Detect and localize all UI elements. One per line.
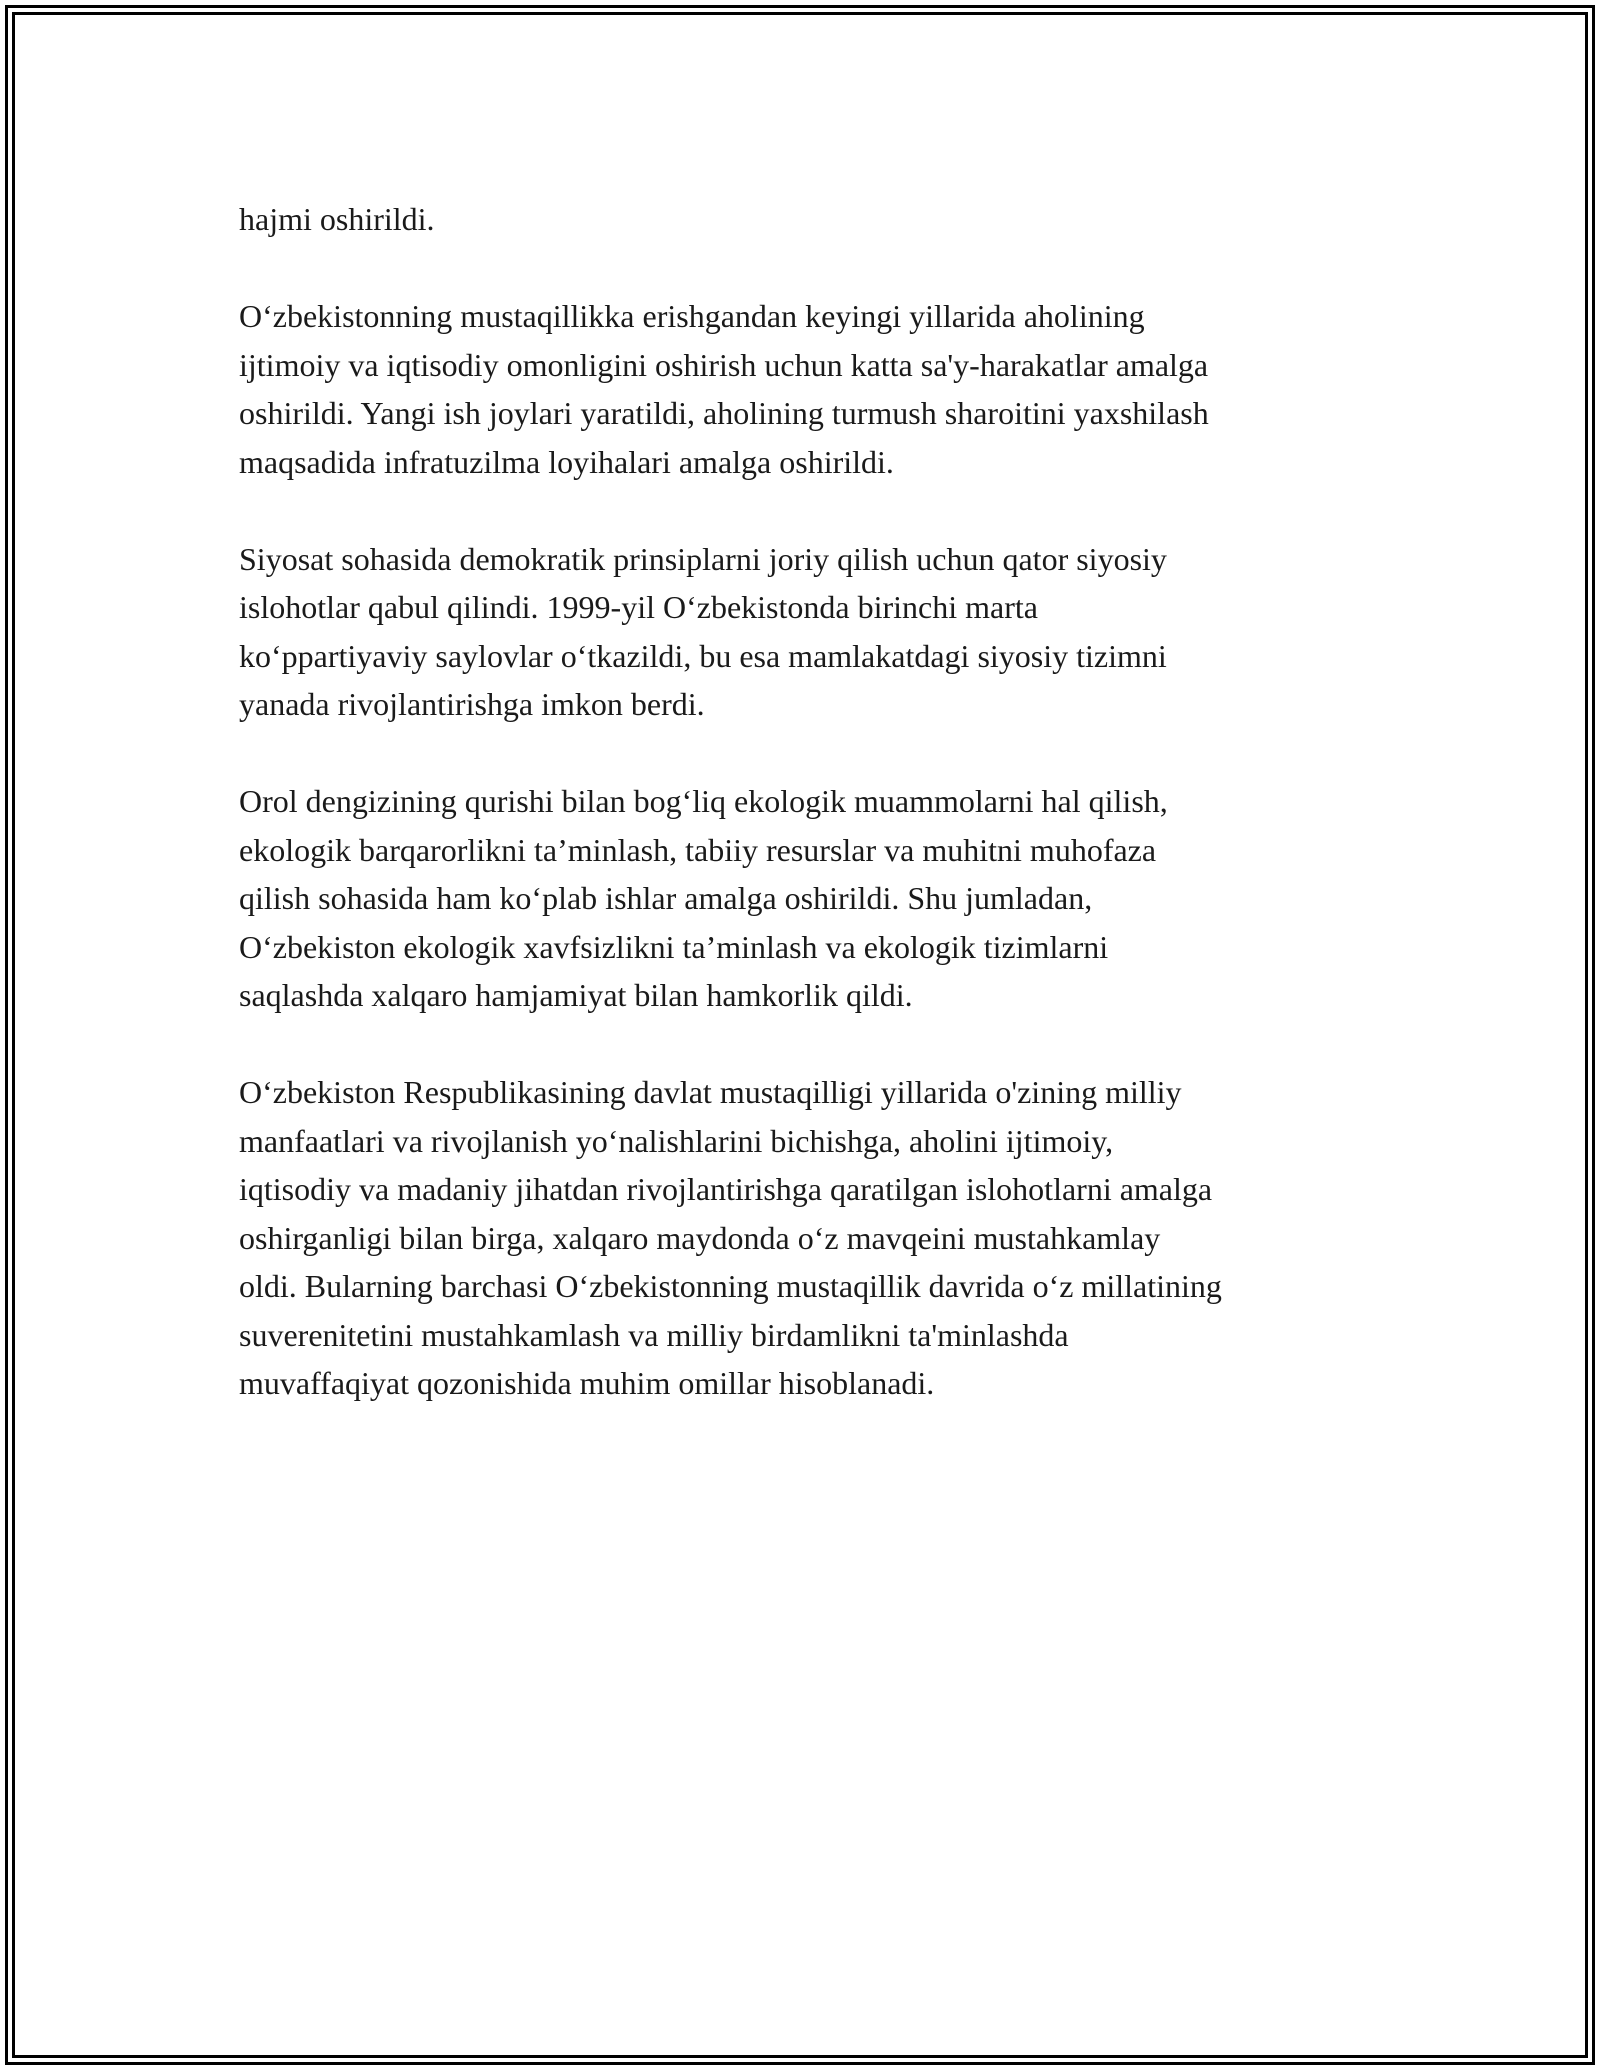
text-line: Siyosat sohasida demokratik prinsiplarni joriy qilish uchun qator siyosiy: [239, 540, 1167, 577]
text-line: iqtisodiy va madaniy jihatdan rivojlantirishga qaratilgan islohotlarni amalga: [239, 1171, 1213, 1207]
paragraph-5: [239, 1068, 1389, 1408]
text-line: oshirildi. Yangi ish joylari yaratildi, aholining turmush sharoitini yaxshilash: [239, 395, 1209, 431]
text-line: ijtimoiy va iqtisodiy omonligini oshirish uchun katta sa'y-harakatlar amalga: [239, 346, 1209, 383]
text-line: ekologik barqarorlikni ta’minlash, tabiiy resurslar va muhitni muhofaza: [239, 831, 1157, 868]
text-line: ko‘ppartiyaviy saylovlar o‘tkazildi, bu esa mamlakatdagi siyosiy tizimni: [239, 637, 1167, 674]
text-line: manfaatlari va rivojlanish yo‘nalishlarini bichishga, aholini ijtimoiy,: [239, 1122, 1114, 1159]
text-line: O‘zbekistonning mustaqillikka erishgandan keyingi yillarida aholining: [239, 298, 1145, 334]
text-line: oldi. Bularning barchasi O‘zbekistonning mustaqillik davrida o‘z millatining: [239, 1268, 1222, 1304]
text-line: hajmi oshirildi.: [239, 201, 435, 237]
text-line: qilish sohasida ham ko‘plab ishlar amalga oshirildi. Shu jumladan,: [239, 880, 1093, 916]
text-line: saqlashda xalqaro hamjamiyat bilan hamkorlik qildi.: [239, 977, 913, 1013]
paragraph-1: [239, 195, 1389, 244]
text-line: islohotlar qabul qilindi. 1999-yil O‘zbekistonda birinchi marta: [239, 589, 1038, 625]
text-line: oshirganligi bilan birga, xalqaro maydonda o‘z mavqeini mustahkamlay: [239, 1219, 1161, 1256]
text-line: muvaffaqiyat qozonishida muhim omillar hisoblanadi.: [239, 1365, 935, 1401]
paragraph-4: [239, 777, 1389, 1020]
page-outer-border: [5, 5, 1595, 2065]
text-line: suverenitetini mustahkamlash va milliy birdamlikni ta'minlashda: [239, 1316, 1069, 1353]
paragraph-3: [239, 535, 1389, 729]
text-line: O‘zbekiston ekologik xavfsizlikni ta’minlash va ekologik tizimlarni: [239, 928, 1109, 965]
text-line: O‘zbekiston Respublikasining davlat mustaqilligi yillarida o'zining milliy: [239, 1074, 1182, 1110]
paragraph-2: [239, 292, 1389, 486]
text-line: Orol dengizining qurishi bilan bog‘liq ekologik muammolarni hal qilish,: [239, 783, 1168, 819]
text-line: yanada rivojlantirishga imkon berdi.: [239, 686, 705, 722]
document-body: [239, 195, 1389, 1456]
text-line: maqsadida infratuzilma loyihalari amalga oshirildi.: [239, 443, 894, 480]
page: [12, 12, 1588, 2058]
